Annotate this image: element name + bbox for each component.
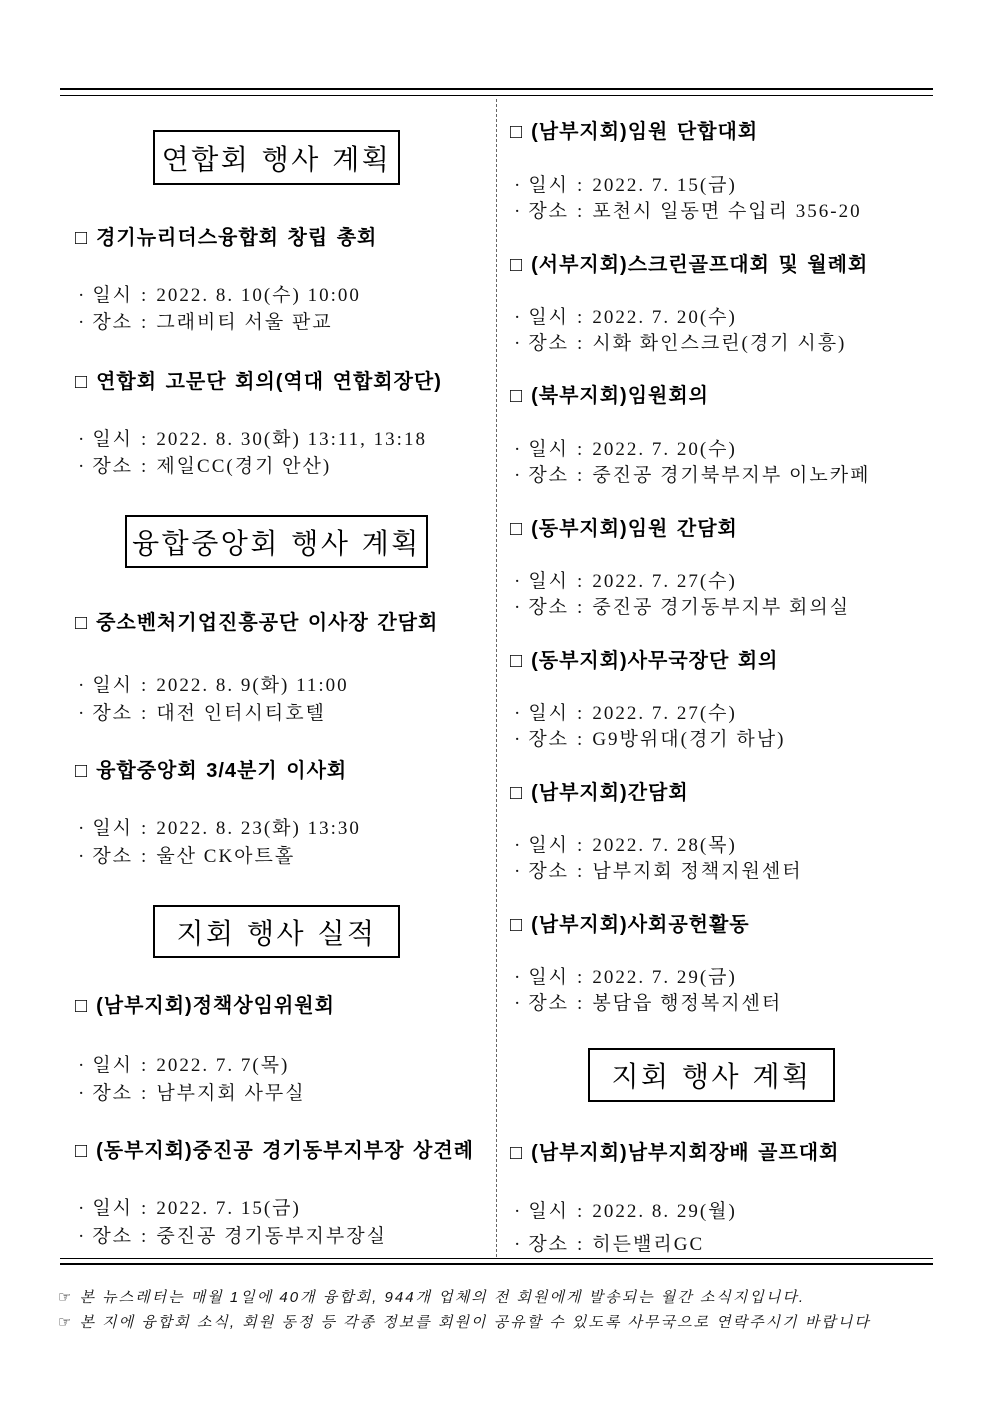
detail-label: 일시 <box>92 429 134 450</box>
event-title-text: (동부지회)중진공 경기동부지부장 상견례 <box>96 1140 474 1162</box>
top-rule-thin <box>60 95 933 96</box>
event-date-line <box>514 571 737 593</box>
bullet-dot: · <box>514 835 523 856</box>
detail-value: 2022. 8. 10(수) 10:00 <box>156 285 361 306</box>
bullet-dot: · <box>514 307 523 328</box>
detail-colon: : <box>577 1234 585 1255</box>
event-title <box>75 611 438 635</box>
detail-value: 2022. 8. 9(화) 11:00 <box>156 675 349 696</box>
bullet-dot: · <box>514 729 523 750</box>
detail-colon: : <box>141 285 149 306</box>
bullet-dot: · <box>78 456 87 477</box>
bullet-dot: · <box>514 993 523 1014</box>
detail-label: 장소 <box>92 456 134 477</box>
event-title-text: (북부지회)임원회의 <box>531 385 709 407</box>
event-place-line <box>78 846 295 868</box>
bullet-dot: · <box>78 675 87 696</box>
event-title <box>75 370 442 394</box>
checkbox-square-icon: □ <box>75 227 89 249</box>
footer-note-text: 본 지에 융합회 소식, 회원 동정 등 각종 정보를 회원이 공유할 수 있도록 사무국으로 연락주시기 바랍니다 <box>79 1314 871 1331</box>
detail-value: 2022. 8. 23(화) 13:30 <box>156 818 361 839</box>
detail-value: 2022. 7. 20(수) <box>592 439 737 460</box>
detail-value: 2022. 8. 29(월) <box>592 1201 737 1222</box>
detail-label: 장소 <box>92 703 134 724</box>
detail-label: 장소 <box>528 201 570 222</box>
event-title <box>510 1141 839 1165</box>
detail-label: 장소 <box>528 1234 570 1255</box>
detail-colon: : <box>577 175 585 196</box>
event-date-line <box>514 703 737 725</box>
event-title-text: 연합회 고문단 회의(역대 연합회장단) <box>96 371 442 393</box>
bullet-dot: · <box>514 571 523 592</box>
detail-colon: : <box>577 1201 585 1222</box>
detail-colon: : <box>141 1226 149 1247</box>
section-heading: 연합회 행사 계획 <box>161 142 392 176</box>
detail-colon: : <box>577 729 585 750</box>
detail-label: 장소 <box>528 597 570 618</box>
footer-note-text: 본 뉴스레터는 매월 1일에 40개 융합회, 944개 업체의 전 회원에게 발송되는 월간 소식지입니다. <box>79 1289 806 1306</box>
detail-label: 장소 <box>528 993 570 1014</box>
event-place-line <box>514 993 782 1015</box>
event-place-line <box>514 465 870 487</box>
checkbox-square-icon: □ <box>510 121 524 143</box>
detail-colon: : <box>577 333 585 354</box>
detail-label: 일시 <box>92 675 134 696</box>
event-date-line <box>78 1198 301 1220</box>
checkbox-square-icon: □ <box>510 254 524 276</box>
event-place-line <box>514 1234 704 1256</box>
column-divider <box>496 99 497 1257</box>
bullet-dot: · <box>78 703 87 724</box>
detail-colon: : <box>577 703 585 724</box>
footer-note <box>58 1312 871 1333</box>
event-title-text: (남부지회)남부지회장배 골프대회 <box>531 1142 840 1164</box>
checkbox-square-icon: □ <box>75 612 89 634</box>
checkbox-square-icon: □ <box>510 385 524 407</box>
event-place-line <box>514 729 785 751</box>
detail-colon: : <box>141 456 149 477</box>
bullet-dot: · <box>78 1083 87 1104</box>
event-title-text: (남부지회)간담회 <box>531 782 689 804</box>
detail-value: 중진공 경기동부지부 회의실 <box>592 597 851 618</box>
detail-label: 일시 <box>92 818 134 839</box>
event-title-text: (남부지회)정책상임위원회 <box>96 995 335 1017</box>
event-title <box>510 517 738 541</box>
pointing-hand-icon: ☞ <box>58 1288 74 1306</box>
event-date-line <box>514 967 737 989</box>
event-date-line <box>514 835 737 857</box>
detail-value: 울산 CK아트홀 <box>156 846 296 867</box>
bottom-rule-thin <box>60 1258 933 1259</box>
event-date-line <box>78 675 349 697</box>
event-place-line <box>78 1083 306 1105</box>
bullet-dot: · <box>514 465 523 486</box>
bullet-dot: · <box>514 967 523 988</box>
detail-label: 장소 <box>92 1226 134 1247</box>
event-date-line <box>78 1055 289 1077</box>
bullet-dot: · <box>78 312 87 333</box>
section-heading-box <box>153 130 400 185</box>
detail-value: 봉담읍 행정복지센터 <box>592 993 783 1014</box>
event-place-line <box>78 312 333 334</box>
detail-label: 장소 <box>92 1083 134 1104</box>
section-heading: 지회 행사 계획 <box>611 1060 812 1093</box>
event-title-text: (남부지회)임원 단합대회 <box>531 121 759 143</box>
detail-label: 장소 <box>528 465 570 486</box>
detail-label: 일시 <box>528 175 570 196</box>
event-title <box>510 781 689 805</box>
event-place-line <box>514 861 803 883</box>
bullet-dot: · <box>78 818 87 839</box>
checkbox-square-icon: □ <box>75 760 89 782</box>
detail-colon: : <box>141 703 149 724</box>
detail-value: 2022. 7. 28(목) <box>592 835 737 856</box>
bullet-dot: · <box>514 1201 523 1222</box>
detail-value: G9방위대(경기 하남) <box>592 729 786 750</box>
bullet-dot: · <box>514 201 523 222</box>
detail-colon: : <box>577 993 585 1014</box>
bullet-dot: · <box>78 285 87 306</box>
detail-colon: : <box>577 201 585 222</box>
detail-value: 중진공 경기동부지부장실 <box>156 1226 387 1247</box>
event-date-line <box>514 175 737 197</box>
event-date-line <box>514 307 737 329</box>
event-title <box>510 384 709 408</box>
detail-value: 2022. 7. 15(금) <box>156 1198 301 1219</box>
detail-label: 일시 <box>528 1201 570 1222</box>
detail-label: 장소 <box>528 729 570 750</box>
detail-colon: : <box>577 967 585 988</box>
detail-colon: : <box>577 439 585 460</box>
detail-label: 일시 <box>528 835 570 856</box>
bottom-rule-thick <box>60 1263 933 1265</box>
event-title <box>75 994 335 1018</box>
event-place-line <box>514 201 862 223</box>
detail-value: 포천시 일동면 수입리 356-20 <box>592 201 862 222</box>
event-title <box>510 253 868 277</box>
bullet-dot: · <box>78 1198 87 1219</box>
detail-value: 2022. 7. 7(목) <box>156 1055 290 1076</box>
bullet-dot: · <box>514 703 523 724</box>
detail-colon: : <box>141 1083 149 1104</box>
detail-colon: : <box>577 861 585 882</box>
bullet-dot: · <box>514 439 523 460</box>
checkbox-square-icon: □ <box>510 650 524 672</box>
bullet-dot: · <box>514 1234 523 1255</box>
detail-label: 일시 <box>528 439 570 460</box>
detail-colon: : <box>141 1055 149 1076</box>
checkbox-square-icon: □ <box>510 914 524 936</box>
event-title <box>75 226 377 250</box>
event-date-line <box>78 429 427 451</box>
event-date-line <box>78 818 361 840</box>
event-place-line <box>514 333 846 355</box>
checkbox-square-icon: □ <box>510 782 524 804</box>
checkbox-square-icon: □ <box>75 371 89 393</box>
event-title-text: 중소벤처기업진흥공단 이사장 간담회 <box>96 612 439 634</box>
section-heading-box <box>588 1048 835 1102</box>
bullet-dot: · <box>514 175 523 196</box>
detail-value: 남부지회 사무실 <box>156 1083 306 1104</box>
bullet-dot: · <box>78 1226 87 1247</box>
section-heading: 융합중앙회 행사 계획 <box>132 526 421 560</box>
event-title <box>75 1139 474 1163</box>
detail-label: 일시 <box>528 571 570 592</box>
footer-note <box>58 1287 805 1308</box>
detail-colon: : <box>141 429 149 450</box>
event-place-line <box>514 597 850 619</box>
checkbox-square-icon: □ <box>75 1140 89 1162</box>
checkbox-square-icon: □ <box>75 995 89 1017</box>
bullet-dot: · <box>514 597 523 618</box>
detail-label: 일시 <box>528 967 570 988</box>
section-heading: 지회 행사 실적 <box>176 916 377 950</box>
detail-colon: : <box>577 835 585 856</box>
detail-label: 장소 <box>528 333 570 354</box>
event-date-line <box>514 439 737 461</box>
bullet-dot: · <box>78 429 87 450</box>
detail-value: 남부지회 정책지원센터 <box>592 861 803 882</box>
detail-value: 2022. 8. 30(화) 13:11, 13:18 <box>156 429 427 450</box>
event-place-line <box>78 456 331 478</box>
detail-label: 장소 <box>92 312 134 333</box>
detail-colon: : <box>577 571 585 592</box>
detail-value: 그래비티 서울 판교 <box>156 312 333 333</box>
detail-colon: : <box>141 1198 149 1219</box>
detail-colon: : <box>577 307 585 328</box>
event-title-text: (남부지회)사회공헌활동 <box>531 914 750 936</box>
event-title-text: (동부지회)임원 간담회 <box>531 518 738 540</box>
pointing-hand-icon: ☞ <box>58 1313 74 1331</box>
detail-label: 장소 <box>528 861 570 882</box>
top-rule-thick <box>60 88 933 90</box>
detail-label: 일시 <box>92 1198 134 1219</box>
section-heading-box <box>153 905 400 958</box>
section-heading-box <box>125 515 428 568</box>
detail-colon: : <box>141 846 149 867</box>
detail-value: 2022. 7. 27(수) <box>592 703 737 724</box>
detail-label: 일시 <box>528 703 570 724</box>
checkbox-square-icon: □ <box>510 1142 524 1164</box>
event-title-text: (서부지회)스크린골프대회 및 월례회 <box>531 254 869 276</box>
detail-colon: : <box>577 597 585 618</box>
detail-value: 2022. 7. 29(금) <box>592 967 737 988</box>
bullet-dot: · <box>78 1055 87 1076</box>
event-date-line <box>78 285 361 307</box>
bullet-dot: · <box>78 846 87 867</box>
event-title <box>510 120 758 144</box>
event-title <box>75 759 347 783</box>
detail-value: 제일CC(경기 안산) <box>156 456 332 477</box>
detail-value: 2022. 7. 27(수) <box>592 571 737 592</box>
event-place-line <box>78 1226 387 1248</box>
event-title <box>510 649 779 673</box>
detail-value: 히든밸리GC <box>592 1234 705 1255</box>
detail-colon: : <box>141 312 149 333</box>
detail-value: 2022. 7. 20(수) <box>592 307 737 328</box>
detail-value: 중진공 경기북부지부 이노카페 <box>592 465 871 486</box>
bullet-dot: · <box>514 861 523 882</box>
detail-colon: : <box>141 818 149 839</box>
event-title-text: (동부지회)사무국장단 회의 <box>531 650 779 672</box>
detail-label: 장소 <box>92 846 134 867</box>
detail-label: 일시 <box>92 285 134 306</box>
event-date-line <box>514 1201 737 1223</box>
detail-value: 시화 화인스크린(경기 시흥) <box>592 333 847 354</box>
detail-value: 2022. 7. 15(금) <box>592 175 737 196</box>
detail-colon: : <box>141 675 149 696</box>
event-title-text: 경기뉴리더스융합회 창립 총회 <box>96 227 378 249</box>
event-place-line <box>78 703 326 725</box>
detail-value: 대전 인터시티호텔 <box>156 703 326 724</box>
checkbox-square-icon: □ <box>510 518 524 540</box>
detail-label: 일시 <box>528 307 570 328</box>
bullet-dot: · <box>514 333 523 354</box>
event-title <box>510 913 750 937</box>
event-title-text: 융합중앙회 3/4분기 이사회 <box>96 760 348 782</box>
detail-label: 일시 <box>92 1055 134 1076</box>
detail-colon: : <box>577 465 585 486</box>
